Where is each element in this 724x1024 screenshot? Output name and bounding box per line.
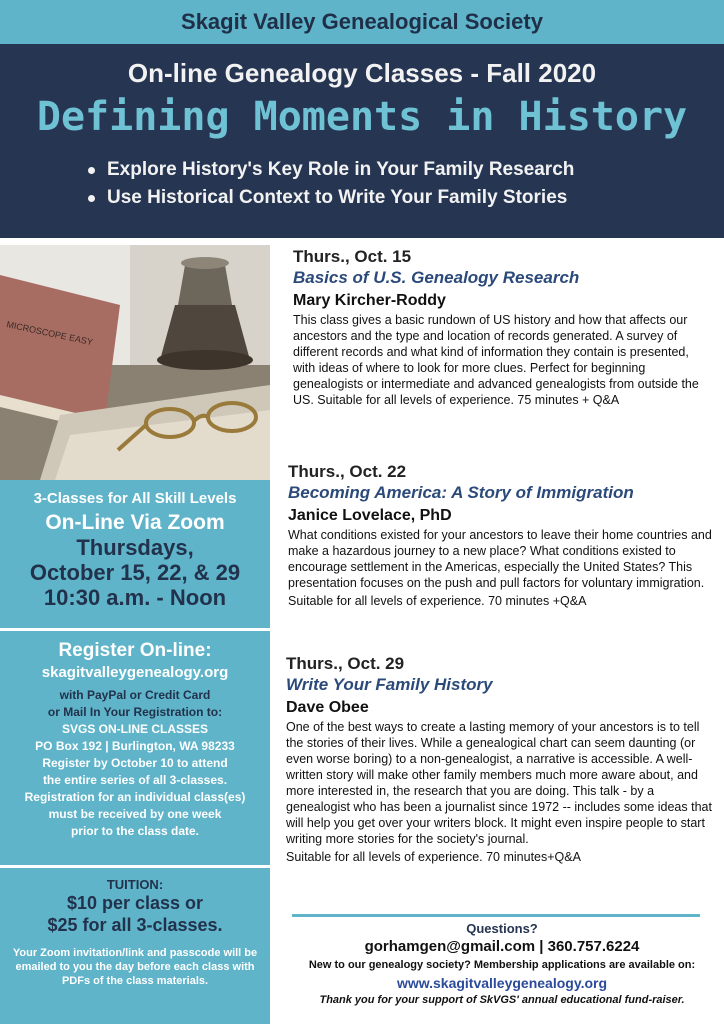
class-block [286,654,712,865]
contact-email-phone[interactable]: gorhamgen@gmail.com | 360.757.6224 [364,938,640,955]
class-date: Thurs., Oct. 22 [288,462,407,481]
mail-line: or Mail In Your Registration to: [47,705,223,719]
header-title: Defining Moments in History [36,94,688,140]
bullet-dot-icon [88,167,95,174]
schedule-dates: October 15, 22, & 29 [29,560,241,585]
tuition-per-class: $10 per class or [66,893,204,913]
membership-note: New to our genealogy society? Membership applications are available on: [308,959,696,971]
zoom-label: On-Line Via Zoom [45,511,225,534]
class-speaker: Mary Kircher-Roddy [293,292,446,309]
deadline-line: Register by October 10 to attend [42,756,228,770]
deadline-line: prior to the class date. [70,824,200,838]
tuition-all-classes: $25 for all 3-classes. [47,915,223,935]
schedule-day: Thursdays, [76,535,194,560]
header-band [0,44,724,238]
class-description: One of the best ways to create a lasting memory of your ancestors is to tell the stories of their lives. While a genealogical chart can seem daunting (or even worse boring) to a non-genealogist, a narrative is accessible. A well-written story will make other family members much more aware about, and more interested in, the research that you are doing. This talk - by a genealogist who has been a journalist since 1972 -- includes some ideas that will help you get over your writers block. It might even inspire people to start writing more stories for the society's journal. [286,720,712,846]
skill-levels: 3-Classes for All Skill Levels [33,490,237,507]
register-website[interactable]: skagitvalleygenealogy.org [41,664,229,681]
register-title: Register On-line: [58,640,212,661]
class-description: This class gives a basic rundown of US history and how that affects our ancestors and the type and location of records generated. A survey of different records and what kind of information they contain is presented, with ideas of where to look for more clues. Perfect for beginning genealogists or intermediate and advanced genealogists from outside the US. Suitable for all levels of experience. 75 minutes + Q&A [293,313,699,407]
mail-address: PO Box 192 | Burlington, WA 98233 [35,739,235,753]
book-title-text: MICROSCOPE EASY [5,319,94,348]
tuition-label: TUITION: [106,877,164,892]
class-title: Write Your Family History [286,675,493,694]
class-description: What conditions existed for your ancestors to leave their home countries and make a hazardous journey to a new place? What conditions existed to encourage settlement in the Americas, especially the United States? This presentation focuses on the push and pull factors for voluntary immigration. [288,528,712,590]
thanks-note: Thank you for your support of SkVGS' annual educational fund-raiser. [319,994,685,1006]
class-note: Suitable for all levels of experience. 70 minutes+Q&A [286,850,581,864]
mail-name: SVGS ON-LINE CLASSES [61,722,209,736]
sidebar-divider [0,865,270,868]
still-life-illustration [0,245,270,480]
class-speaker: Dave Obee [286,699,369,716]
bullet-item: Explore History's Key Role in Your Family Research [88,159,574,181]
registration-section [0,640,270,840]
deadline-line: the entire series of all 3-classes. [42,773,228,787]
society-url[interactable]: www.skagitvalleygenealogy.org [396,975,608,991]
contact-section [280,921,724,1006]
deadline-line: Registration for an individual class(es) [24,790,246,804]
zoom-note: Your Zoom invitation/link and passcode will be emailed to you the day before each class with PDFs of the class materials. [12,947,258,987]
sidebar-divider [0,628,270,631]
class-date: Thurs., Oct. 29 [286,654,405,673]
info-sidebar [0,480,270,1024]
bullet-item: Use Historical Context to Write Your Family Stories [88,187,574,209]
payment-line: with PayPal or Credit Card [59,688,211,702]
class-block [288,462,712,609]
org-banner [0,0,724,44]
header-bullets [88,159,574,215]
questions-label: Questions? [466,921,538,936]
schedule-section [0,490,270,610]
bullet-dot-icon [88,195,95,202]
class-title: Basics of U.S. Genealogy Research [293,268,580,287]
class-title: Becoming America: A Story of Immigration [288,483,634,502]
vintage-photo [0,245,270,480]
header-subtitle: On-line Genealogy Classes - Fall 2020 [127,58,597,88]
contact-divider [292,914,700,917]
org-name: Skagit Valley Genealogical Society [181,9,543,34]
deadline-line: must be received by one week [48,807,222,821]
schedule-time: 10:30 a.m. - Noon [43,585,227,610]
class-note: Suitable for all levels of experience. 70 minutes +Q&A [288,594,587,608]
class-date: Thurs., Oct. 15 [293,247,412,266]
class-speaker: Janice Lovelace, PhD [288,507,452,524]
class-block [293,247,711,408]
tuition-section [0,877,270,988]
